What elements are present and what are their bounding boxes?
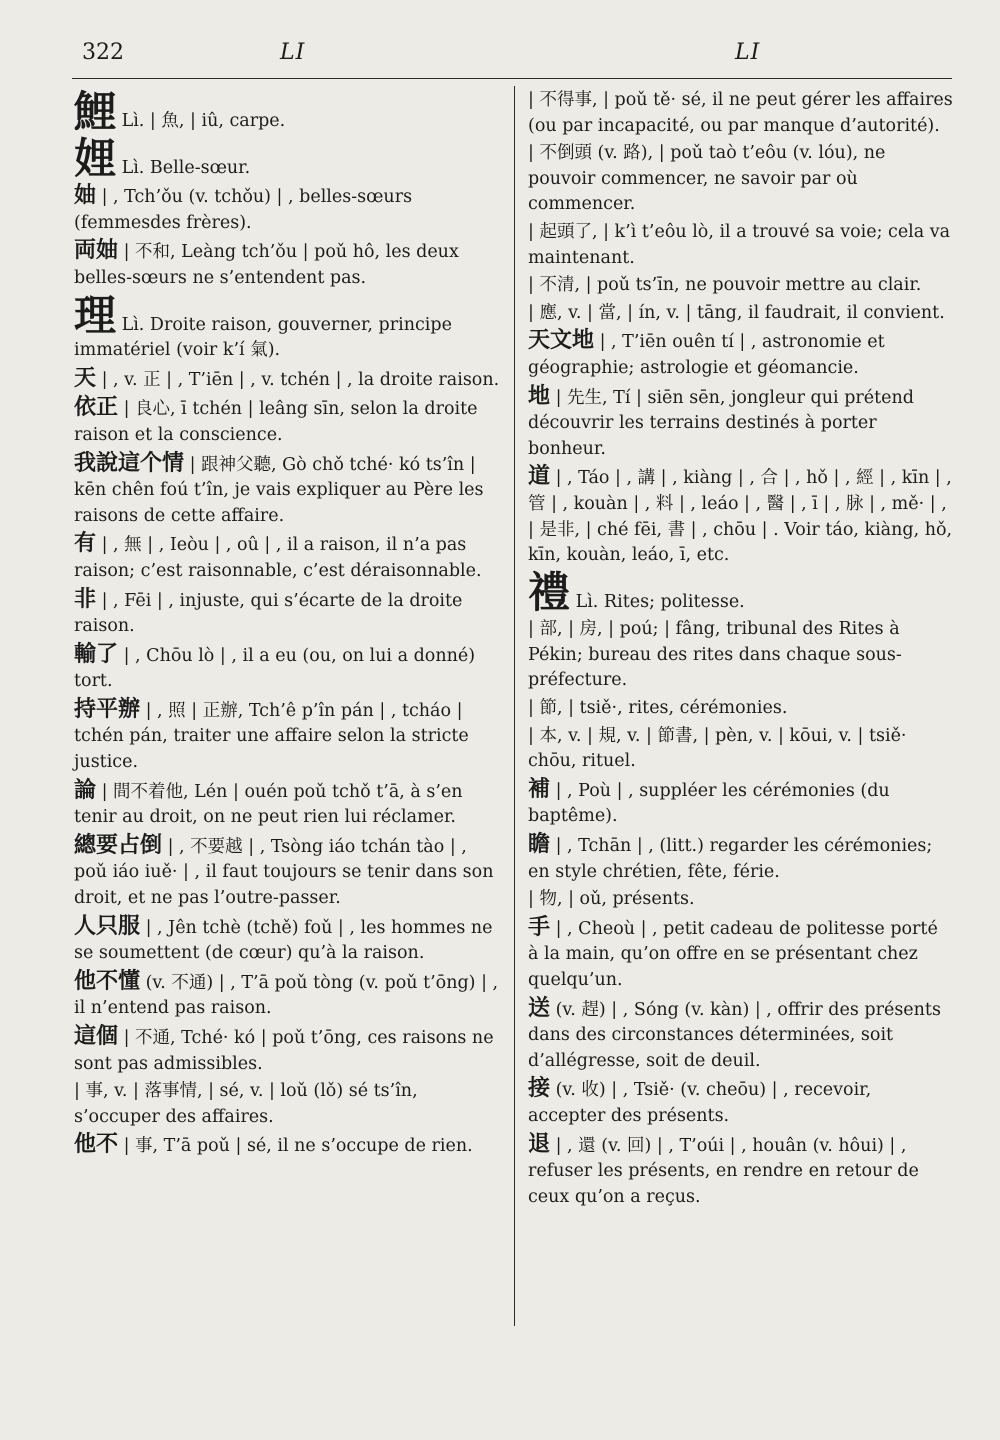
entry-chinese: 論: [74, 777, 97, 803]
entry-text: | , 不要越 | , Tsòng iáo tchán tào | , poǔ iáo iuě· | , il faut toujours se tenir dans son droit, et ne pas l’outre-passer.: [74, 836, 494, 909]
entry-chinese: 地: [528, 383, 551, 409]
entry-text: Lì. Belle-sœur.: [121, 157, 251, 178]
sub-entry: [74, 531, 502, 584]
headword-entry: [74, 87, 502, 136]
entry-text: | 不得事, | poǔ tě· sé, il ne peut gérer les affaires (ou par incapacité, ou par manque d’autorité).: [528, 90, 953, 136]
entry-chinese: 他不: [74, 1132, 119, 1158]
entry-text: | 跟神父聽, Gò chǒ tché· kó ts’în | kēn chên foú t’în, je vais expliquer au Père les raisons de cette affaire.: [74, 454, 484, 526]
sub-entry: [74, 238, 502, 291]
sub-entry: [528, 617, 953, 694]
entry-text: | 應, v. | 當, | ín, v. | tāng, il faudrait, il convient.: [528, 302, 945, 323]
sub-entry: [74, 451, 502, 530]
entry-chinese: 非: [74, 586, 97, 612]
entry-text: | , v. 正 | , T’iēn | , v. tchén | , la droite raison.: [101, 369, 500, 390]
entry-text: | 不倒頭 (v. 路), | poǔ taò t’eôu (v. lóu), ne pouvoir commencer, ne savoir par où commencer.: [528, 143, 886, 215]
entry-text: | 節, | tsiě·, rites, cérémonies.: [528, 698, 788, 719]
entry-text: | 不清, | poǔ ts’īn, ne pouvoir mettre au clair.: [528, 275, 922, 296]
entry-chinese: 補: [528, 776, 551, 802]
sub-entry: [528, 832, 953, 885]
entry-chinese: 持平辦: [74, 696, 141, 722]
sub-entry: [528, 1132, 953, 1211]
entry-chinese: 輸了: [74, 641, 119, 667]
sub-entry: [528, 141, 953, 218]
left-column: [74, 88, 502, 1162]
entry-chinese: 鯉: [74, 87, 117, 136]
sub-entry: [528, 301, 953, 327]
sub-entry: [528, 996, 953, 1075]
entry-chinese: 依正: [74, 395, 119, 421]
entry-text: | 不和, Leàng tch’ǒu | poǔ hô, les deux belles-sœurs ne s’entendent pas.: [74, 242, 459, 288]
sub-entry: [528, 273, 953, 299]
entry-text: | , T’iēn ouên tí | , astronomie et géographie; astrologie et géomancie.: [528, 332, 885, 378]
entry-text: | , Jên tchè (tchě) foǔ | , les hommes ne se soumettent (de cœur) qu’à la raison.: [74, 917, 493, 964]
running-head-right: LI: [735, 40, 761, 65]
entry-chinese: 妯: [74, 183, 97, 209]
entry-text: Lì. Droite raison, gouverner, principe immatériel (voir k’í 氣).: [74, 314, 452, 361]
entry-chinese: 有: [74, 531, 97, 557]
entry-chinese: 道: [528, 464, 551, 490]
entry-chinese: 手: [528, 914, 551, 940]
entry-text: Lì. Rites; politesse.: [575, 591, 745, 612]
entry-chinese: 我說這个情: [74, 450, 185, 476]
entry-text: | , 照 | 正辦, Tch’ê p’în pán | , tcháo | tchén pán, traiter une affaire selon la stricte justice.: [74, 700, 469, 773]
sub-entry: [528, 328, 953, 381]
entry-text: | 不通, Tché· kó | poǔ t’ōng, ces raisons ne sont pas admissibles.: [74, 1028, 494, 1074]
sub-entry: [74, 697, 502, 776]
entry-text: (v. 不通) | , T’ā poǔ tòng (v. poǔ t’ōng) | , il n’entend pas raison.: [74, 972, 499, 1019]
sub-entry: [74, 183, 502, 236]
entry-chinese: 理: [74, 290, 117, 340]
sub-entry: [74, 778, 502, 831]
entry-chinese: 接: [528, 1076, 551, 1102]
sub-entry: [74, 1132, 502, 1160]
sub-entry: [528, 724, 953, 775]
entry-text: | , Cheoù | , petit cadeau de politesse porté à la main, qu’on offre en se présentant chez quelqu’un.: [528, 918, 938, 990]
header-rule: [72, 78, 952, 79]
sub-entry: [528, 915, 953, 994]
headword-entry: [74, 290, 502, 364]
entry-text: | 起頭了, | k’ì t’eôu lò, il a trouvé sa voie; cela va maintenant.: [528, 221, 951, 268]
entry-text: Lì. | 魚, | iû, carpe.: [121, 111, 286, 131]
entry-chinese: 瞻: [528, 832, 551, 858]
headword-entry: [528, 567, 953, 617]
entry-chinese: 送: [528, 995, 551, 1021]
entry-text: (v. 趕) | , Sóng (v. kàn) | , offrir des présents dans des circonstances déterminées, soit d’allégresse, soit de deuil.: [528, 999, 941, 1071]
sub-entry: [528, 384, 953, 463]
entry-chinese: 両妯: [74, 238, 119, 264]
right-column: [528, 88, 953, 1212]
entry-text: | , Chōu lò | , il a eu (ou, on lui a donné) tort.: [74, 645, 476, 692]
headword-entry: [74, 133, 502, 183]
running-head-left: LI: [280, 40, 306, 65]
sub-entry: [528, 887, 953, 913]
entry-text: | , Tch’ǒu (v. tchǒu) | , belles-sœurs (femmesdes frères).: [74, 187, 413, 233]
sub-entry: [74, 1024, 502, 1077]
entry-chinese: 總要占倒: [74, 832, 163, 858]
sub-entry: [74, 642, 502, 695]
entry-chinese: 他不懂: [74, 968, 141, 994]
sub-entry: [74, 395, 502, 448]
sub-entry: [74, 914, 502, 967]
entry-text: | , Fēi | , injuste, qui s’écarte de la droite raison.: [74, 590, 463, 637]
sub-entry: [74, 587, 502, 640]
sub-entry: [74, 969, 502, 1022]
entry-text: | 本, v. | 規, v. | 節書, | pèn, v. | kōui, v. | tsiě· chōu, rituel.: [528, 725, 907, 772]
page-header: [0, 0, 1000, 80]
sub-entry: [74, 366, 502, 394]
entry-text: | 事, v. | 落事情, | sé, v. | loǔ (lǒ) sé ts’în, s’occuper des affaires.: [74, 1081, 418, 1127]
entry-chinese: 人只服: [74, 913, 141, 939]
entry-text: (v. 收) | , Tsiě· (v. cheōu) | , recevoir, accepter des présents.: [528, 1080, 872, 1126]
sub-entry: [528, 88, 953, 139]
entry-text: | , Tchān | , (litt.) regarder les cérémonies; en style chrétien, fête, férie.: [528, 836, 933, 882]
sub-entry: [528, 464, 953, 568]
entry-text: | 事, T’ā poǔ | sé, il ne s’occupe de rien.: [123, 1136, 473, 1157]
sub-entry: [528, 1076, 953, 1129]
entry-text: | , Poù | , suppléer les cérémonies (du baptême).: [528, 780, 890, 827]
sub-entry: [528, 220, 953, 271]
sub-entry: [74, 1079, 502, 1130]
entry-chinese: 禮: [528, 567, 571, 617]
entry-text: | , 無 | , Ieòu | , oû | , il a raison, il n’a pas raison; c’est raisonnable, c’est déraisonnable.: [74, 535, 482, 581]
entry-text: | , 還 (v. 回) | , T’oúi | , houân (v. hôui) | , refuser les présents, en rendre en retour de ceux qu’on a reçus.: [528, 1135, 919, 1207]
entry-chinese: 娌: [74, 133, 117, 183]
entry-text: | 良心, ī tchén | leâng sīn, selon la droite raison et la conscience.: [74, 399, 478, 445]
entry-text: | 間不着他, Lén | ouén poǔ tchǒ t’ā, à s’en tenir au droit, on ne peut rien lui réclamer.: [74, 781, 463, 828]
entry-text: | 先生, Tí | siēn sēn, jongleur qui prétend découvrir les terrains destinés à porter bonheur.: [528, 387, 914, 459]
sub-entry: [528, 777, 953, 830]
entry-chinese: 天文地: [528, 328, 595, 354]
entry-chinese: 這個: [74, 1024, 119, 1049]
sub-entry: [528, 696, 953, 722]
page-number: 322: [82, 40, 124, 65]
entry-chinese: 退: [528, 1131, 551, 1157]
sub-entry: [74, 833, 502, 912]
entry-text: | 部, | 房, | poú; | fâng, tribunal des Rites à Pékin; bureau des rites dans chaque sous-préfecture.: [528, 619, 902, 691]
column-divider: [514, 86, 515, 1326]
entry-text: | 物, | oǔ, présents.: [528, 889, 695, 910]
entry-chinese: 天: [74, 365, 97, 391]
entry-text: | , Táo | , 講 | , kiàng | , 合 | , hǒ | , 經 | , kīn | , 管 | , kouàn | , 料 | , leáo | , 醫 | , ī | , 脉 | , mě· | , | 是非, | ché fēi, 書 | , chōu | . Voir táo, kiàng, hǒ, kīn, kouàn, leáo, ī, etc.: [528, 468, 953, 566]
